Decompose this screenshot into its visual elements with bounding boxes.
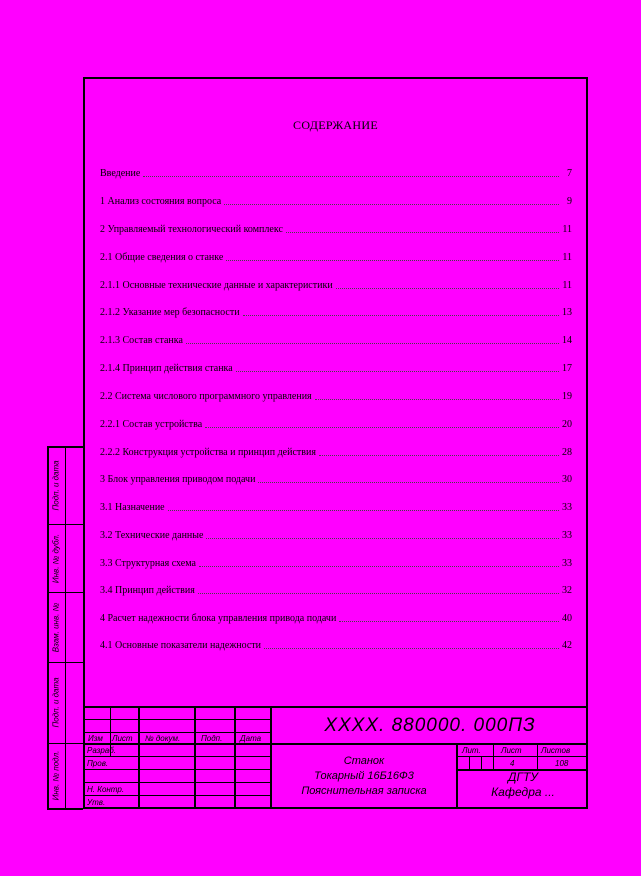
toc-entry[interactable] [100, 333, 572, 347]
stamp-col-line [234, 706, 236, 809]
toc-leader [224, 204, 559, 205]
toc-entry-text: 3.2 Технические данные [100, 530, 204, 541]
sheet-label: Лист [501, 746, 522, 755]
stamp-mid-line [83, 743, 588, 745]
sheets-value: 108 [555, 759, 569, 768]
department-name: Кафедра ... [491, 785, 555, 799]
toc-leader [186, 343, 559, 344]
page-title: СОДЕРЖАНИЕ [293, 118, 378, 132]
side-strip-outer-line [47, 446, 49, 809]
toc-entry-text: 2 Управляемый технологический комплекс [100, 224, 283, 235]
side-label: Взам. инв. № [51, 602, 61, 653]
toc-entry[interactable] [100, 500, 572, 514]
toc-entry-page: 11 [562, 224, 572, 235]
toc-entry[interactable] [100, 278, 572, 292]
toc-entry-text: 1 Анализ состояния вопроса [100, 196, 222, 207]
toc-entry-text: 3.4 Принцип действия [100, 585, 195, 596]
stamp-line [83, 782, 271, 783]
toc-entry-page: 33 [562, 502, 572, 513]
stamp-col-line [493, 743, 494, 769]
stamp-role: Утв. [87, 798, 106, 807]
stamp-col-line [194, 706, 196, 809]
toc-entry[interactable] [100, 638, 572, 652]
toc-leader [206, 538, 559, 539]
toc-entry[interactable] [100, 445, 572, 459]
stamp-col-line [537, 743, 538, 769]
toc-entry-text: 2.2.2 Конструкция устройства и принцип действия [100, 447, 316, 458]
toc-leader [236, 371, 559, 372]
toc-entry[interactable] [100, 361, 572, 375]
toc-leader [243, 315, 559, 316]
toc-entry-text: 4.1 Основные показатели надежности [100, 640, 262, 651]
toc-leader [336, 288, 559, 289]
toc-entry-text: 2.1.1 Основные технические данные и характеристики [100, 280, 333, 291]
page-frame [83, 77, 588, 809]
document-name [272, 754, 456, 799]
toc-leader [258, 482, 559, 483]
toc-entry-page: 40 [562, 613, 572, 624]
side-strip-inner-line [65, 446, 66, 809]
toc-entry[interactable] [100, 194, 572, 208]
organization-name: ДГТУ [508, 770, 538, 784]
toc-entry-page: 11 [562, 280, 572, 291]
document-code: ХХХХ. 880000. 000ПЗ [324, 715, 536, 736]
toc-entry[interactable] [100, 166, 572, 180]
toc-entry[interactable] [100, 389, 572, 403]
stamp-role: Разраб. [87, 746, 116, 755]
toc-entry-page: 33 [562, 530, 572, 541]
toc-entry-text: 2.2 Система числового программного управления [100, 391, 312, 402]
stamp-line [83, 795, 271, 796]
toc-entry[interactable] [100, 417, 572, 431]
side-label: Подп. и дата [51, 677, 61, 728]
toc-entry-text: 3.3 Структурная схема [100, 558, 196, 569]
toc-leader [226, 260, 559, 261]
toc-entry-page: 13 [562, 307, 572, 318]
toc-leader [339, 621, 559, 622]
toc-leader [286, 232, 559, 233]
toc-entry-page: 33 [562, 558, 572, 569]
lit-label: Лит. [462, 746, 481, 755]
toc-entry[interactable] [100, 583, 572, 597]
side-label: Инв. № подл. [51, 750, 61, 801]
toc-entry-text: Введение [100, 168, 141, 179]
stamp-role: Пров. [87, 759, 109, 768]
toc-entry[interactable] [100, 611, 572, 625]
toc-entry[interactable] [100, 556, 572, 570]
toc-entry-page: 11 [562, 252, 572, 263]
organization [458, 770, 588, 800]
toc-entry[interactable] [100, 528, 572, 542]
stamp-col-line [481, 756, 482, 769]
stamp-col-header: № докум. [145, 734, 181, 743]
stamp-col-header: Подп. [201, 734, 223, 743]
toc-entry-page: 17 [562, 363, 572, 374]
toc-entry-page: 7 [567, 168, 572, 179]
stamp-line [83, 756, 271, 757]
toc-leader [315, 399, 559, 400]
toc-entry-text: 2.1.4 Принцип действия станка [100, 363, 233, 374]
toc-leader [199, 566, 559, 567]
toc-entry-page: 42 [562, 640, 572, 651]
toc-entry-page: 19 [562, 391, 572, 402]
side-label: Инв. № дубл. [51, 533, 61, 584]
stamp-col-line [138, 706, 140, 809]
stamp-line [83, 732, 271, 733]
sheet-value: 4 [510, 759, 515, 768]
stamp-col-header: Дата [240, 734, 262, 743]
toc-entry[interactable] [100, 250, 572, 264]
stamp-col-line [469, 756, 470, 769]
stamp-top-line [83, 706, 588, 708]
toc-entry-page: 30 [562, 474, 572, 485]
document-name-line: Токарный 16Б16Ф3 [314, 770, 414, 782]
toc-leader [198, 593, 559, 594]
document-name-line: Пояснительная записка [301, 785, 427, 797]
toc-entry-page: 9 [567, 196, 572, 207]
side-label: Подп. и дата [51, 460, 61, 511]
toc-entry-text: 2.1.2 Указание мер безопасности [100, 307, 240, 318]
toc-leader [143, 176, 559, 177]
sheets-label: Листов [541, 746, 571, 755]
toc-entry-page: 28 [562, 447, 572, 458]
toc-leader [264, 648, 559, 649]
stamp-col-header: Лист [112, 734, 133, 743]
stamp-col-header: Изм [88, 734, 103, 743]
toc-entry-text: 3 Блок управления приводом подачи [100, 474, 256, 485]
toc-entry-page: 32 [562, 585, 572, 596]
toc-entry-page: 20 [562, 419, 572, 430]
stamp-line [83, 719, 271, 720]
toc-entry-text: 2.2.1 Состав устройства [100, 419, 203, 430]
toc-leader [168, 510, 559, 511]
toc-entry[interactable] [100, 305, 572, 319]
toc-leader [319, 455, 559, 456]
document-name-line: Станок [343, 755, 385, 767]
toc-entry[interactable] [100, 222, 572, 236]
stamp-role: Н. Контр. [87, 785, 125, 794]
stamp-line [83, 769, 271, 770]
toc-entry-text: 3.1 Назначение [100, 502, 165, 513]
toc-entry-page: 14 [562, 335, 572, 346]
toc-entry[interactable] [100, 472, 572, 486]
toc-leader [205, 427, 559, 428]
stamp-line [456, 756, 588, 757]
toc-entry-text: 2.1 Общие сведения о станке [100, 252, 224, 263]
toc-entry-text: 2.1.3 Состав станка [100, 335, 183, 346]
toc-entry-text: 4 Расчет надежности блока управления привода подачи [100, 613, 337, 624]
